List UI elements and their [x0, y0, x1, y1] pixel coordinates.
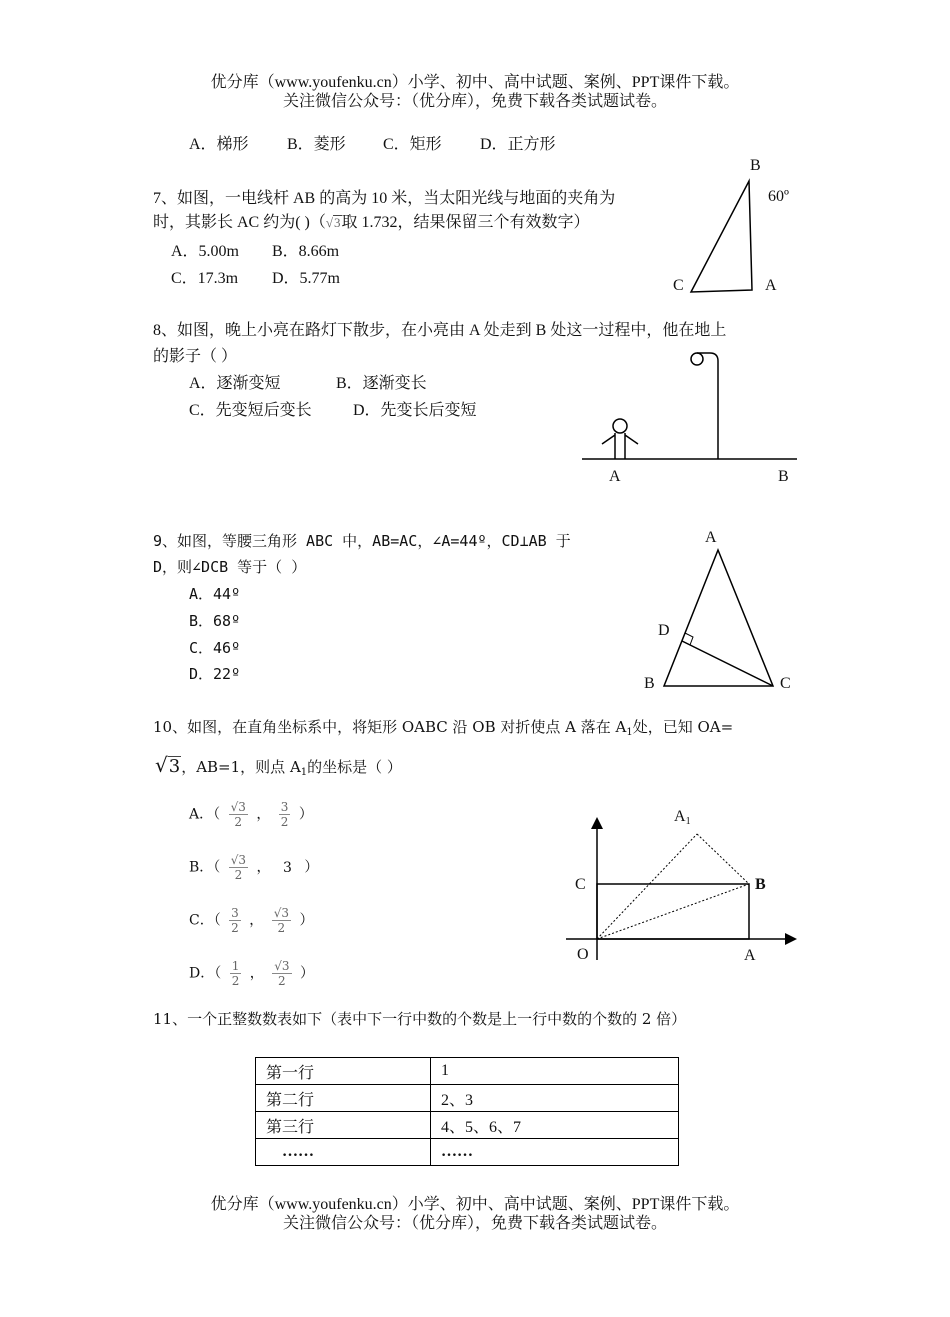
- q7-triangle: [691, 181, 752, 292]
- q11-line-1: 11、一个正整数数表如下（表中下一行中数的个数是上一行中数的个数的 2 倍）: [153, 1010, 687, 1028]
- q6-option-b: B．菱形: [287, 136, 346, 153]
- q9-line-2: D，则∠DCB 等于（ ）: [153, 558, 307, 576]
- q8-lamp-icon: [691, 353, 703, 365]
- table-cell: ……: [256, 1139, 431, 1166]
- q8-figure: [575, 345, 805, 495]
- q11-number-table: [255, 1057, 679, 1166]
- q7-figure: [660, 150, 810, 300]
- q10-option-b: B．（ $\frac{√3}{2}$ ， 3 ）: [189, 853, 319, 882]
- q8-option-c: C．先变短后变长: [189, 402, 312, 419]
- q9-figure: [630, 520, 805, 695]
- q10-label-o: O: [577, 946, 589, 963]
- q8-option-d: D．先变长后变短: [353, 402, 477, 419]
- q8-person-icon: [602, 433, 638, 459]
- header-line-2: 关注微信公众号：（优分库），免费下载各类试题试卷。: [282, 93, 667, 110]
- q10-fold-oa1: [597, 834, 697, 939]
- footer-line-1: 优分库（www.youfenku.cn）小学、初中、高中试题、案例、PPT课件下载。: [210, 1196, 740, 1213]
- q6-option-a: A．梯形: [189, 136, 249, 153]
- q10-option-c: C．（ $\frac{3}{2}$ ， $\frac{√3}{2}$ ）: [189, 906, 314, 935]
- q7-label-angle: 60º: [768, 188, 789, 205]
- q8-lamp-arm: [697, 353, 718, 369]
- table-cell: 4、5、6、7: [431, 1112, 679, 1139]
- table-row: [256, 1085, 679, 1112]
- q9-option-c: C．46º: [189, 639, 241, 657]
- q9-option-d: D．22º: [189, 665, 241, 683]
- table-row: [256, 1112, 679, 1139]
- q7-option-a: A．5.00m: [171, 243, 240, 260]
- q6-option-c: C．矩形: [383, 136, 442, 153]
- q8-person-head: [613, 419, 627, 433]
- q9-triangle: [664, 550, 773, 686]
- q7-label-b: B: [750, 157, 761, 174]
- table-cell: 第一行: [256, 1058, 431, 1085]
- q7-option-d: D．5.77m: [272, 270, 341, 287]
- q10-diagonal-ob: [597, 884, 749, 939]
- q8-option-a: A．逐渐变短: [189, 375, 281, 392]
- footer-line-2: 关注微信公众号：（优分库），免费下载各类试题试卷。: [282, 1215, 667, 1232]
- table-cell: 第二行: [256, 1085, 431, 1112]
- q8-label-a: A: [609, 468, 621, 485]
- q9-label-d: D: [658, 622, 670, 639]
- table-cell: 第三行: [256, 1112, 431, 1139]
- q8-label-b: B: [778, 468, 789, 485]
- table-cell: 2、3: [431, 1085, 679, 1112]
- q6-option-d: D．正方形: [480, 136, 556, 153]
- q9-option-a: A．44º: [189, 585, 241, 603]
- q7-line-1: 7、如图，一电线杆 AB 的高为 10 米，当太阳光线与地面的夹角为: [153, 190, 616, 207]
- q9-label-c: C: [780, 675, 791, 692]
- table-cell: ……: [431, 1139, 679, 1166]
- q10-fold-a1b: [697, 834, 749, 884]
- q8-option-b: B．逐渐变长: [336, 375, 427, 392]
- q10-label-c: C: [575, 876, 586, 893]
- q10-label-a: A: [744, 947, 756, 964]
- q10-figure: [560, 800, 805, 975]
- q9-altitude-cd: [682, 641, 773, 686]
- q7-line-2: 时，其影长 AC 约为( )（√3取 1.732，结果保留三个有效数字）: [153, 214, 590, 231]
- header-line-1: 优分库（www.youfenku.cn）小学、初中、高中试题、案例、PPT课件下载。: [210, 74, 740, 91]
- q7-option-b: B．8.66m: [272, 243, 340, 260]
- q8-line-2: 的影子（ ）: [153, 348, 238, 365]
- table-row: [256, 1058, 679, 1085]
- q7-label-a: A: [765, 277, 777, 294]
- q9-label-b: B: [644, 675, 655, 692]
- q10-label-b: B: [755, 876, 766, 893]
- q10-option-d: D．（ $\frac{1}{2}$ ， $\frac{√3}{2}$ ）: [189, 959, 314, 988]
- q7-label-c: C: [673, 277, 684, 294]
- q10-line-1: 10、如图，在直角坐标系中，将矩形 OABC 沿 OB 对折使点 A 落在 $A_1$处，已知 OA=: [153, 718, 734, 738]
- q7-option-c: C．17.3m: [171, 270, 239, 287]
- q8-line-1: 8、如图，晚上小亮在路灯下散步，在小亮由 A 处走到 B 处这一过程中，他在地上: [153, 322, 727, 339]
- q10-option-a: A．（ $\frac{√3}{2}$ ， $\frac{3}{2}$ ）: [189, 800, 313, 829]
- q9-label-a: A: [705, 529, 717, 546]
- table-row: [256, 1139, 679, 1166]
- q9-line-1: 9、如图，等腰三角形 ABC 中，AB=AC，∠A=44º，CD⊥AB 于: [153, 532, 571, 550]
- q9-option-b: B．68º: [189, 612, 241, 630]
- q10-line-2: √3，AB=1，则点 $A_1$的坐标是（ ）: [155, 753, 402, 778]
- table-cell: 1: [431, 1058, 679, 1085]
- q10-label-a1: A1: [674, 808, 691, 827]
